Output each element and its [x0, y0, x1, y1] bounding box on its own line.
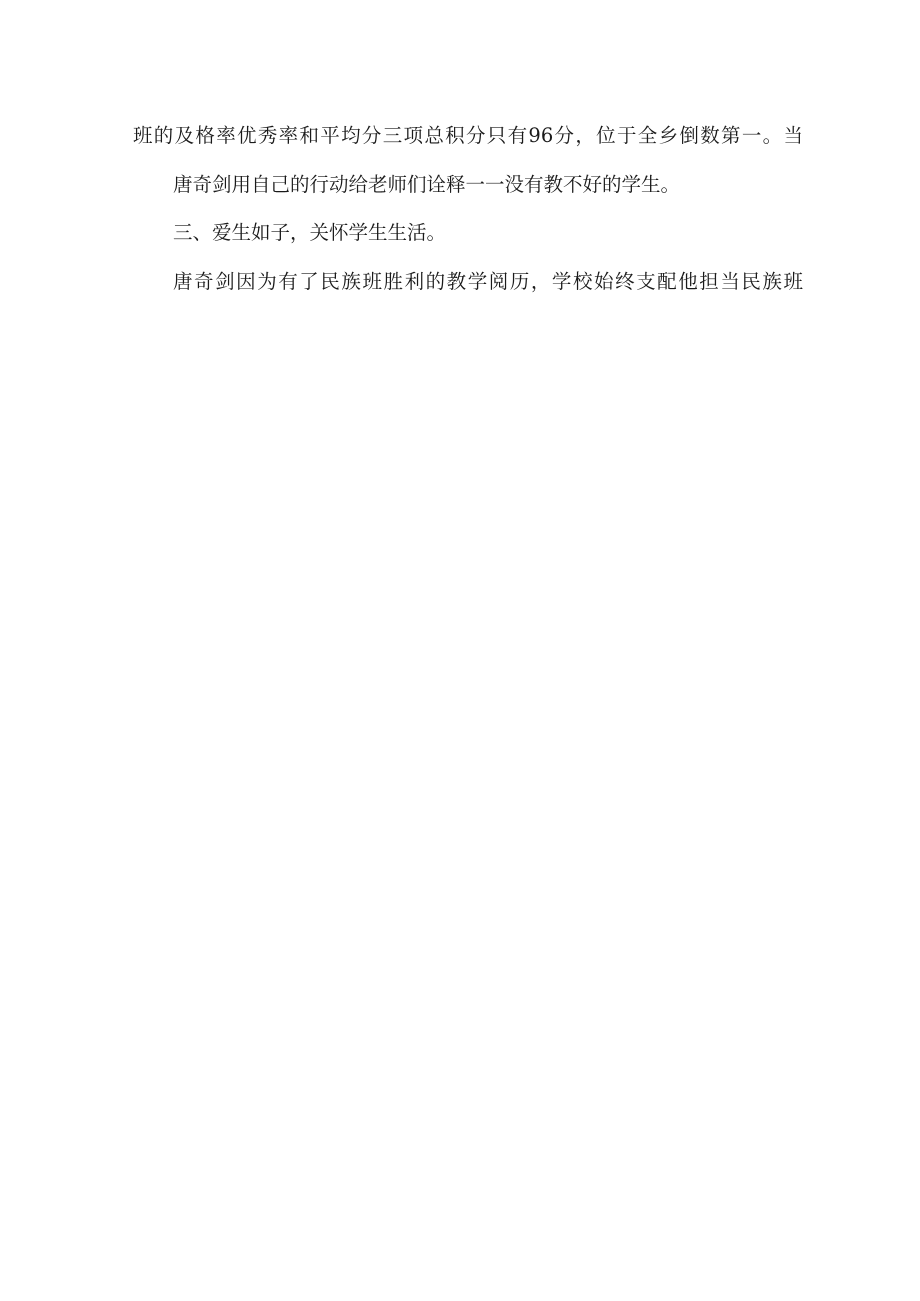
text-line: 唐奇剑用自己的行动给老师们诠释一一没有教不好的学生。 — [173, 172, 681, 196]
text-line: 班的及格率优秀率和平均分三项总积分只有96分，位于全乡倒数第一。当 — [133, 124, 803, 147]
text-line: 三、爱生如子，关怀学生生活。 — [173, 221, 447, 245]
body-text — [133, 112, 803, 306]
text-line: 唐奇剑因为有了民族班胜利的教学阅历，学校始终支配他担当民族班 — [173, 269, 803, 293]
